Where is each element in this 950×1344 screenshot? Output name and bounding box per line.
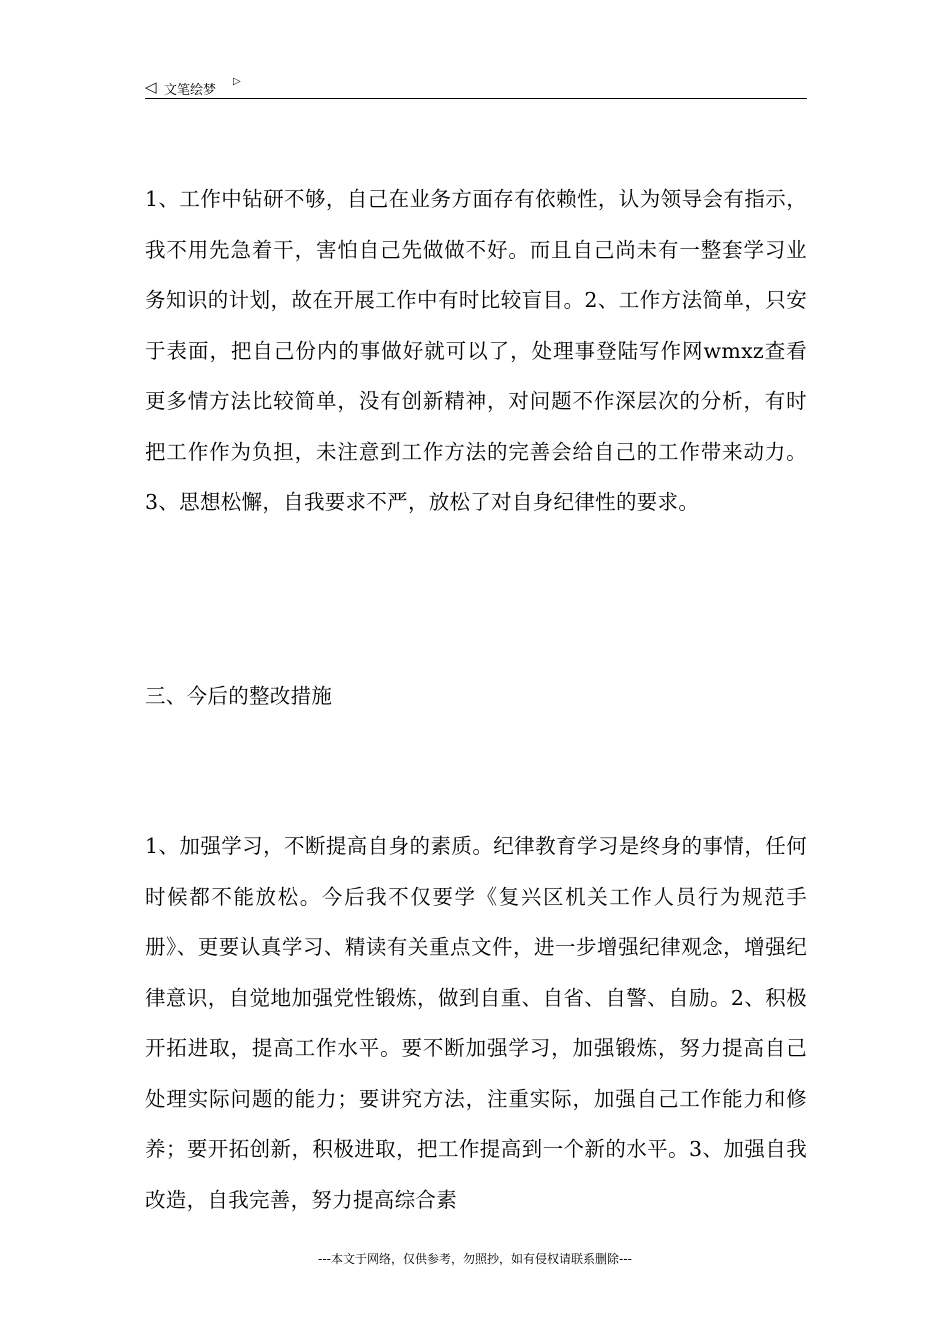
page-header (145, 76, 807, 99)
footer-disclaimer: ---本文于网络，仅供参考，勿照抄，如有侵权请联系删除--- (318, 1252, 632, 1266)
body-paragraph-2: 1、加强学习，不断提高自身的素质。纪律教育学习是终身的事情，任何时候都不能放松。今后我不仅要学《复兴区机关工作人员行为规范手册》、更要认真学习、精读有关重点文件，进一步增强纪律观念，增强纪律意识，自觉地加强党性锻炼，做到自重、自省、自警、自励。2、积极开拓进取，提高工作水平。要不断加强学习，加强锻炼，努力提高自己处理实际问题的能力；要讲究方法，注重实际，加强自己工作能力和修养；要开拓创新，积极进取，把工作提高到一个新的水平。3、加强自我改造，自我完善，努力提高综合素 (145, 834, 807, 1212)
body-paragraph-1: 1、工作中钻研不够，自己在业务方面存有依赖性，认为领导会有指示，我不用先急着干，害怕自己先做做不好。而且自己尚未有一整套学习业务知识的计划，故在开展工作中有时比较盲目。2、工作方法简单，只安于表面，把自己份内的事做好就可以了，处理事登陆写作网wmxz查看更多情方法比较简单，没有创新精神，对问题不作深层次的分析，有时把工作作为负担，未注意到工作方法的完善会给自己的工作带来动力。3、思想松懈，自我要求不严，放松了对自身纪律性的要求。 (145, 187, 807, 514)
header-brand: 文笔绘梦 (164, 83, 217, 98)
section-heading: 三、今后的整改措施 (145, 684, 333, 708)
triangle-right-icon: ▷ (233, 76, 241, 87)
triangle-left-icon: ◁ (145, 78, 157, 96)
